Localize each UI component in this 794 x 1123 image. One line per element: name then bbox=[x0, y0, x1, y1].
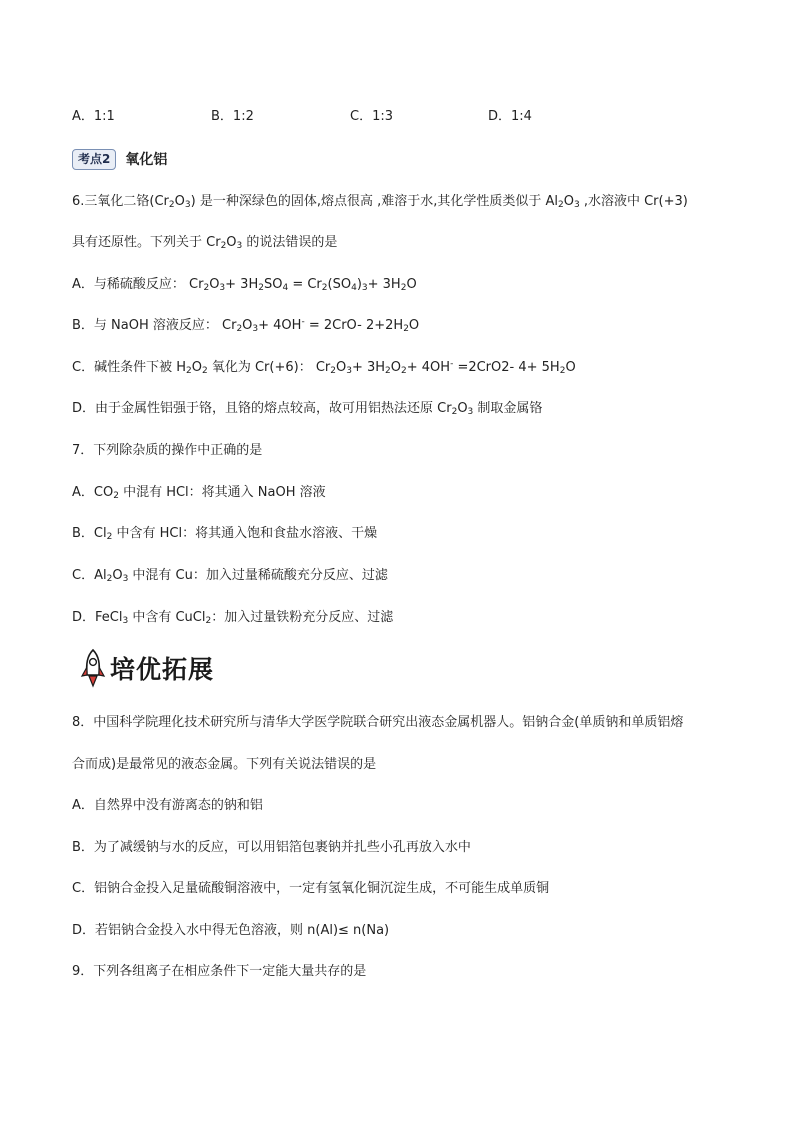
q6-option-c bbox=[72, 359, 576, 377]
text-segment: 2 bbox=[559, 366, 566, 376]
text-segment: O bbox=[174, 194, 185, 209]
text-segment: 合而成)是最常见的液态金属。下列有关说法错误的是 bbox=[72, 757, 377, 772]
text-segment: 3 bbox=[252, 324, 259, 334]
text-segment: 2 bbox=[403, 324, 409, 334]
text-segment: 2 bbox=[203, 283, 210, 293]
text-segment: 2 bbox=[451, 407, 458, 417]
text-segment: + 3H bbox=[225, 277, 259, 292]
text-segment: O bbox=[226, 235, 237, 250]
text-segment: C．铝钠合金投入足量硫酸铜溶液中，一定有氢氧化铜沉淀生成，不可能生成单质铜 bbox=[72, 881, 550, 896]
text-segment: 中含有 HCl：将其通入饱和食盐水溶液、干燥 bbox=[112, 526, 378, 541]
section-header bbox=[72, 147, 167, 171]
text-segment: O bbox=[209, 277, 220, 292]
extension-banner bbox=[80, 648, 214, 688]
text-segment: O bbox=[242, 318, 253, 333]
text-segment: ) 是一种深绿色的固体,熔点很高 ,难溶于水,其化学性质类似于 Al bbox=[190, 194, 558, 209]
text-segment: O bbox=[457, 401, 468, 416]
text-segment: O bbox=[112, 568, 123, 583]
text-segment: 3 bbox=[346, 366, 352, 376]
q8-option-a bbox=[72, 797, 263, 815]
text-segment: 2 bbox=[106, 532, 113, 542]
text-segment: A．自然界中没有游离态的钠和铝 bbox=[72, 798, 263, 813]
text-segment: 3 bbox=[467, 407, 474, 417]
text-segment: 2 bbox=[186, 366, 192, 376]
text-segment: 6.三氧化二铬(Cr bbox=[72, 194, 169, 209]
text-segment: C．Al bbox=[72, 568, 107, 583]
banner-title: 培优拓展 bbox=[110, 655, 215, 684]
text-segment: 3 bbox=[361, 283, 368, 293]
text-segment: - bbox=[301, 317, 305, 327]
section-title: 氧化铝 bbox=[125, 152, 168, 168]
text-segment: 中混有 Cu：加入过量稀硫酸充分反应、过滤 bbox=[128, 568, 388, 583]
text-segment: = 2CrO- 2+2H bbox=[304, 318, 404, 333]
text-segment: 3 bbox=[219, 283, 226, 293]
text-segment: 2 bbox=[168, 200, 175, 210]
choice-d: D．1:4 bbox=[488, 109, 532, 124]
text-segment: + 4OH bbox=[258, 318, 302, 333]
text-segment: 4 bbox=[282, 283, 289, 293]
text-segment: 2 bbox=[220, 241, 227, 251]
text-segment: 2 bbox=[385, 366, 391, 376]
text-segment: 2 bbox=[401, 366, 407, 376]
text-segment: C．碱性条件下被 H bbox=[72, 360, 186, 375]
text-segment: 2 bbox=[201, 366, 208, 376]
text-segment: B．与 NaOH 溶液反应： Cr bbox=[72, 318, 237, 333]
text-segment: 3 bbox=[122, 616, 129, 626]
q8-stem-line-1 bbox=[72, 714, 683, 732]
text-segment: 2 bbox=[113, 491, 119, 501]
text-segment: 2 bbox=[258, 283, 264, 293]
text-segment: 8．中国科学院理化技术研究所与清华大学医学院联合研究出液态金属机器人。铝钠合金(单质钠和单质铝熔 bbox=[72, 715, 684, 730]
text-segment: - bbox=[450, 359, 454, 369]
text-segment: 2 bbox=[321, 283, 328, 293]
text-segment: 3 bbox=[184, 200, 191, 210]
text-segment: A．CO bbox=[72, 485, 114, 500]
text-segment: 3 bbox=[573, 200, 580, 210]
text-segment: O bbox=[408, 318, 420, 333]
text-segment: D．由于金属性铝强于铬，且铬的熔点较高，故可用铝热法还原 Cr bbox=[72, 401, 452, 416]
q7-stem bbox=[72, 442, 262, 460]
q6-option-d bbox=[72, 400, 542, 418]
text-segment: A．与稀硫酸反应： Cr bbox=[72, 277, 204, 292]
q7-option-a bbox=[72, 484, 326, 502]
choice-b: B．1:2 bbox=[211, 109, 254, 124]
text-segment: 2 bbox=[106, 574, 113, 584]
q7-option-c bbox=[72, 567, 388, 585]
text-segment: 制取金属铬 bbox=[473, 401, 543, 416]
text-segment: B．Cl bbox=[72, 526, 107, 541]
q6-option-b bbox=[72, 317, 419, 335]
q6-stem-line-2 bbox=[72, 234, 337, 252]
text-segment: (SO bbox=[327, 277, 352, 292]
text-segment: 氧化为 Cr(+6)： Cr bbox=[207, 360, 331, 375]
text-segment: D．若铝钠合金投入水中得无色溶液，则 n(Al)≤ n(Na) bbox=[72, 923, 390, 938]
text-segment: B．为了减缓钠与水的反应，可以用铝箔包裹钠并扎些小孔再放入水中 bbox=[72, 840, 471, 855]
text-segment: D．FeCl bbox=[72, 610, 123, 625]
q8-option-d bbox=[72, 922, 389, 940]
text-segment: SO bbox=[263, 277, 283, 292]
text-segment: O bbox=[390, 360, 402, 375]
text-segment: ) bbox=[356, 277, 362, 292]
text-segment: + 4OH bbox=[406, 360, 451, 375]
q6-stem-line-1 bbox=[72, 193, 688, 211]
q9-stem bbox=[72, 963, 366, 981]
text-segment: 2 bbox=[330, 366, 336, 376]
text-segment: + 3H bbox=[367, 277, 401, 292]
rocket-icon bbox=[80, 648, 106, 688]
text-segment: 4 bbox=[351, 283, 357, 293]
text-segment: O bbox=[336, 360, 347, 375]
text-segment: 2 bbox=[400, 283, 407, 293]
text-segment: O bbox=[406, 277, 417, 292]
text-segment: 2 bbox=[557, 200, 564, 210]
q7-option-d bbox=[72, 609, 393, 627]
q6-option-a bbox=[72, 276, 417, 294]
text-segment: =2CrO2- 4+ 5H bbox=[453, 360, 560, 375]
q8-option-b bbox=[72, 839, 471, 857]
text-segment: O bbox=[563, 194, 574, 209]
text-segment: 9．下列各组离子在相应条件下一定能大量共存的是 bbox=[72, 964, 367, 979]
q8-option-c bbox=[72, 880, 549, 898]
text-segment: 具有还原性。下列关于 Cr bbox=[72, 235, 221, 250]
q7-option-b bbox=[72, 525, 377, 543]
q8-stem-line-2 bbox=[72, 756, 376, 774]
text-segment: 2 bbox=[236, 324, 243, 334]
text-segment: 中含有 CuCl bbox=[128, 610, 206, 625]
text-segment: + 3H bbox=[351, 360, 386, 375]
text-segment: 3 bbox=[122, 574, 129, 584]
text-segment: 7．下列除杂质的操作中正确的是 bbox=[72, 443, 263, 458]
text-segment: 中混有 HCl：将其通入 NaOH 溶液 bbox=[118, 485, 326, 500]
choice-a: A．1:1 bbox=[72, 109, 115, 124]
text-segment: O bbox=[565, 360, 576, 375]
text-segment: O bbox=[191, 360, 202, 375]
text-segment: 2 bbox=[205, 616, 212, 626]
text-segment: 3 bbox=[236, 241, 243, 251]
text-segment: ,水溶液中 Cr(+3) bbox=[579, 194, 688, 209]
text-segment: ：加入过量铁粉充分反应、过滤 bbox=[211, 610, 394, 625]
text-segment: 的说法错误的是 bbox=[242, 235, 338, 250]
section-badge: 考点2 bbox=[72, 149, 116, 170]
text-segment: = Cr bbox=[288, 277, 322, 292]
choice-c: C．1:3 bbox=[350, 109, 393, 124]
